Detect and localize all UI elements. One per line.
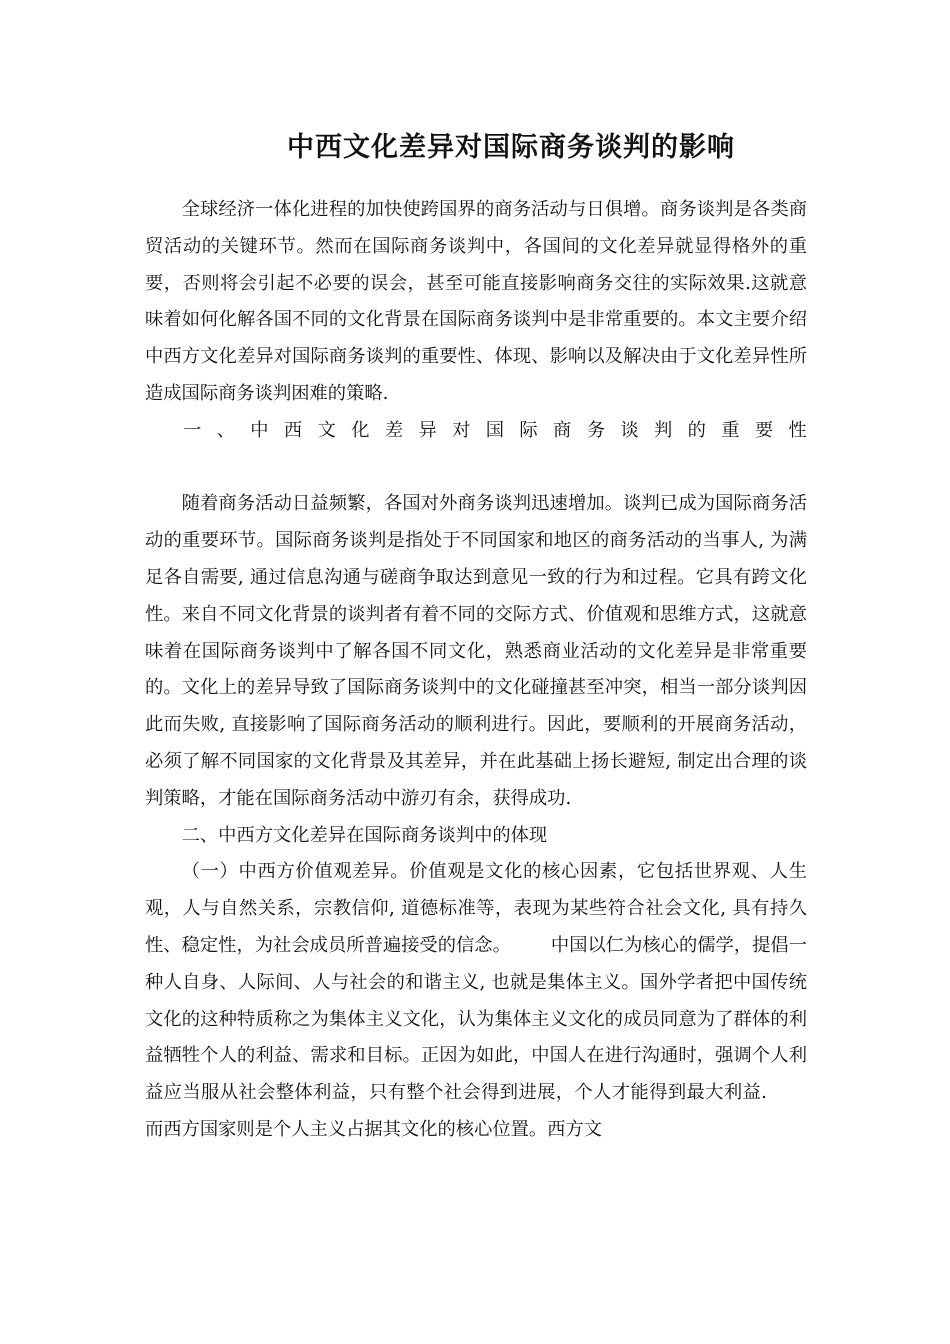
section1-heading-char: 文	[317, 419, 336, 441]
section1-heading-char: 对	[452, 419, 471, 441]
section1-heading-char: 异	[418, 419, 437, 441]
document-body	[145, 192, 807, 1149]
section1-heading-char: 差	[384, 419, 404, 441]
section2-heading: 二、中西方文化差异在国际商务谈判中的体现	[181, 824, 548, 846]
document-title: 中西文化差异对国际商务谈判的影响	[287, 132, 735, 163]
section1-heading-char: 中	[250, 419, 269, 441]
section1-heading-char: 的	[687, 419, 706, 441]
section1-heading-char: 西	[283, 419, 303, 441]
section1-heading-char: 一	[183, 419, 202, 441]
section1-heading-char: 重	[721, 419, 740, 441]
section1-heading-char: 化	[351, 419, 370, 441]
section1-heading-char: 务	[586, 419, 605, 441]
section1-heading-char: 判	[653, 419, 673, 441]
value-paragraph-part-3: 而西方国家则是个人主义占据其文化的核心位置。西方文	[145, 1118, 603, 1140]
section1-heading	[145, 413, 807, 487]
intro-paragraph: 全球经济一体化进程的加快使跨国界的商务活动与日俱增。商务谈判是各类商贸活动的关键环节。然而在国际商务谈判中，各国间的文化差异就显得格外的重要，否则将会引起不必要的误会，甚至可能直接影响商务交往的实际效果.这就意味着如何化解各国不同的文化背景在国际商务谈判中是非常重要的。本文主要介绍中西方文化差异对国际商务谈判的重要性、体现、影响以及解决由于文化差异性所造成国际商务谈判困难的策略.	[145, 199, 807, 404]
section1-heading-char: 性	[788, 419, 807, 441]
section1-body-paragraph: 随着商务活动日益频繁，各国对外商务谈判迅速增加。谈判已成为国际商务活动的重要环节。国际商务谈判是指处于不同国家和地区的商务活动的当事人, 为满足各自需要, 通过信息沟通与磋商争取达到意见一致的行为和过程。它具有跨文化性。来自不同文化背景的谈判者有着不同的交际方式、价值观和思维方式，这就意味着在国际商务谈判中了解各国不同文化，熟悉商业活动的文化差异是非常重要的。文化上的差异导致了国际商务谈判中的文化碰撞甚至冲突，相当一部分谈判因此而失败, 直接影响了国际商务活动的顺利进行。因此，要顺利的开展商务活动，必须了解不同国家的文化背景及其差异，并在此基础上扬长避短, 制定出合理的谈判策略，才能在国际商务活动中游刃有余，获得成功.	[145, 493, 807, 809]
section2-value-paragraph	[145, 854, 807, 1148]
section1-heading-char: 、	[216, 419, 235, 441]
section1-heading-char: 谈	[620, 419, 639, 441]
value-paragraph-part-1: （一）中西方价值观差异。价值观是文化的核心因素，它包括世界观、人生观，人与自然关系，宗教信仰, 道德标准等，表现为某些符合社会文化, 具有持久性、稳定性，为社会成员所普遍接受的信念。	[145, 861, 807, 956]
value-paragraph-part-2: 中国以仁为核心的儒学，提倡一种人自身、人际间、人与社会的和谐主义, 也就是集体主义。国外学者把中国传统文化的这种特质称之为集体主义文化，认为集体主义文化的成员同意为了群体的利益牺牲个人的利益、需求和目标。正因为如此，中国人在进行沟通时，强调个人利益应当服从社会整体利益，只有整个社会得到进展，个人才能得到最大利益.	[145, 934, 808, 1104]
section1-heading-char: 际	[519, 419, 538, 441]
section1-heading-char: 要	[754, 419, 774, 441]
section1-heading-char: 国	[485, 419, 505, 441]
section1-heading-char: 商	[553, 419, 572, 441]
